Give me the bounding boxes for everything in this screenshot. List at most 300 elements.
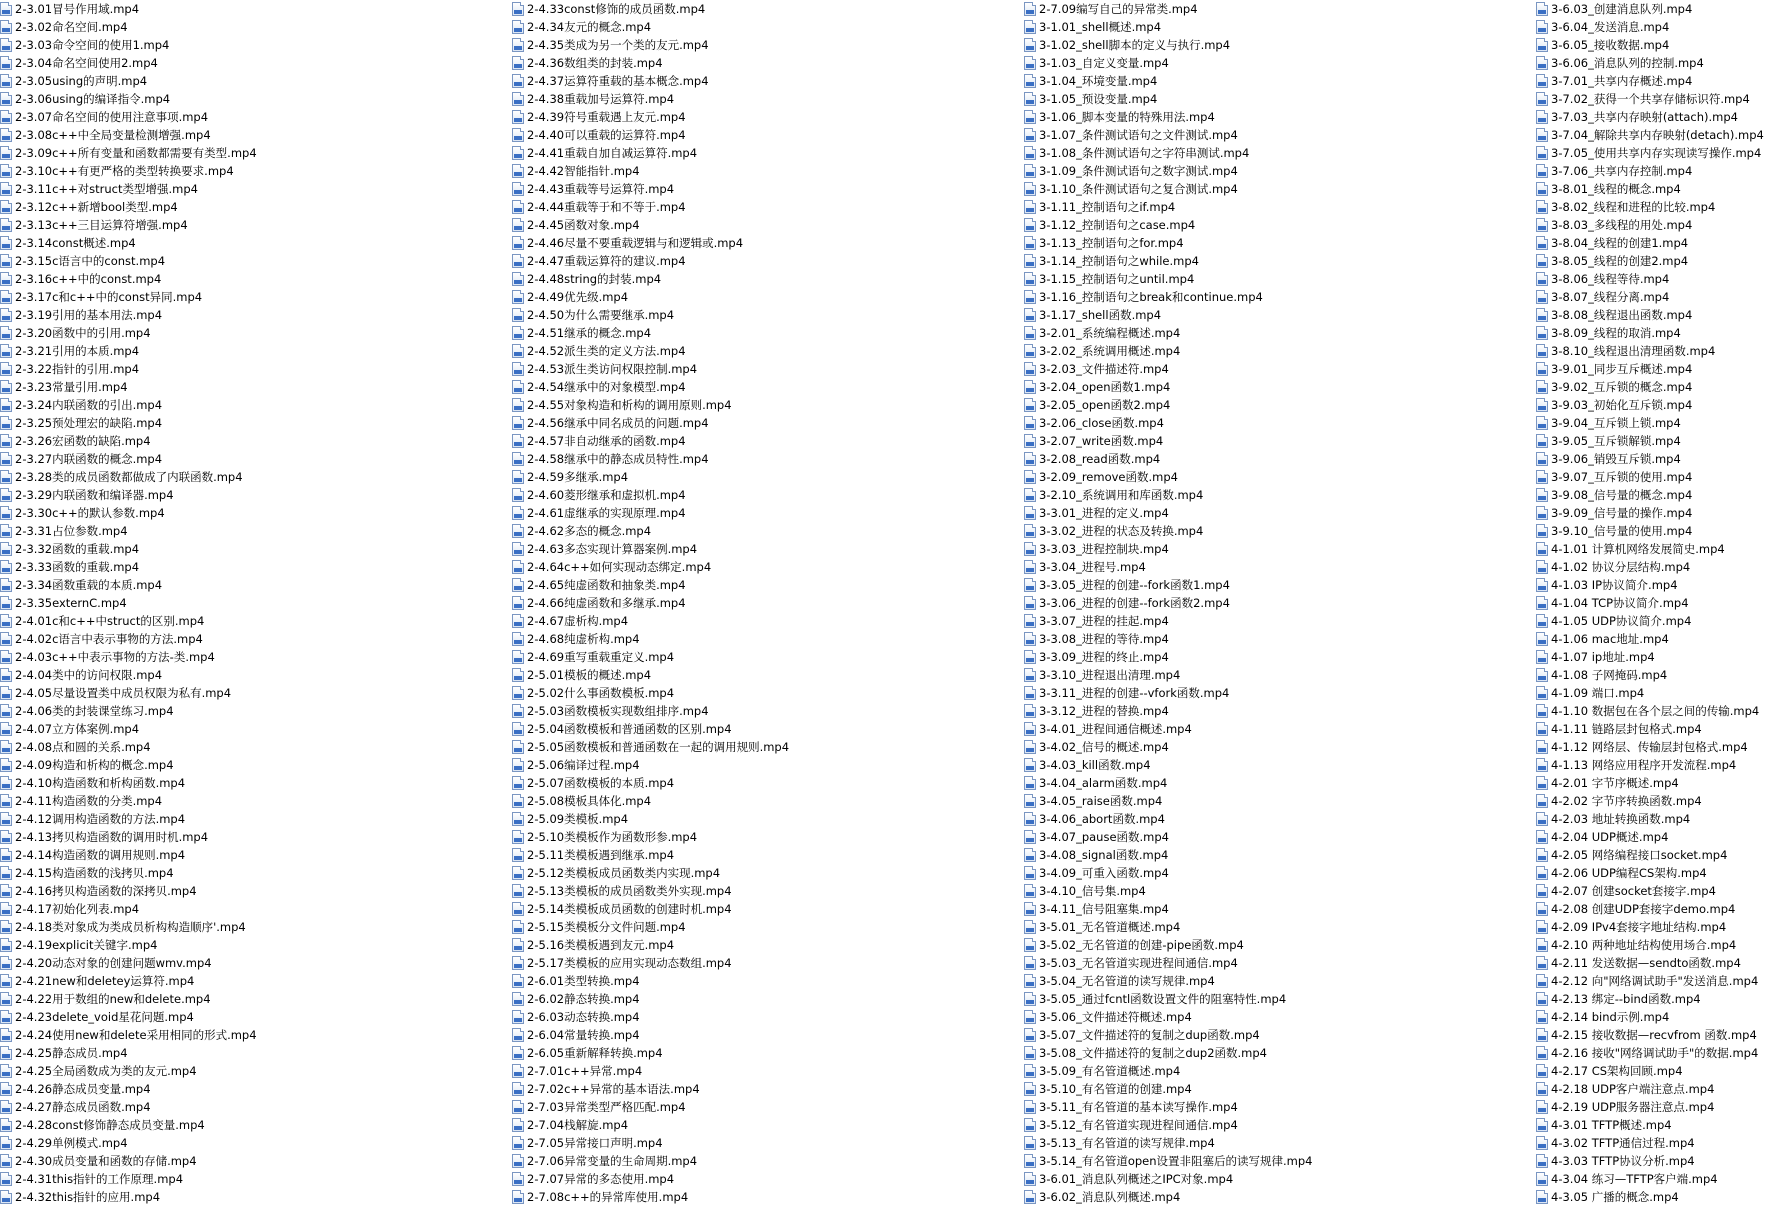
file-item[interactable] [1536, 234, 1773, 252]
mp4-file-icon [0, 1028, 12, 1042]
file-item[interactable] [0, 360, 510, 378]
file-item[interactable] [0, 594, 510, 612]
file-item[interactable] [512, 612, 1022, 630]
file-item[interactable] [1024, 72, 1534, 90]
file-item[interactable] [1024, 414, 1534, 432]
file-item[interactable] [512, 360, 1022, 378]
file-item[interactable] [1536, 108, 1773, 126]
mp4-file-icon [512, 1046, 524, 1060]
file-item[interactable] [0, 18, 510, 36]
file-item[interactable] [512, 1188, 1022, 1206]
file-item[interactable] [1024, 864, 1534, 882]
file-item[interactable] [0, 1152, 510, 1170]
file-item[interactable] [512, 468, 1022, 486]
file-item[interactable] [512, 684, 1022, 702]
file-item[interactable] [0, 306, 510, 324]
file-item[interactable] [0, 990, 510, 1008]
file-item[interactable] [0, 72, 510, 90]
file-item[interactable] [1024, 0, 1534, 18]
file-item[interactable] [1536, 144, 1773, 162]
file-item[interactable] [1024, 1080, 1534, 1098]
file-item[interactable] [0, 702, 510, 720]
file-name: 2-7.08c++的异常库使用.mp4 [527, 1190, 689, 1204]
file-item[interactable] [1024, 90, 1534, 108]
file-item[interactable] [1024, 954, 1534, 972]
file-item[interactable] [512, 72, 1022, 90]
file-item[interactable] [1024, 144, 1534, 162]
file-item[interactable] [1024, 1134, 1534, 1152]
file-item[interactable] [512, 810, 1022, 828]
file-item[interactable] [1536, 1098, 1773, 1116]
file-item[interactable] [512, 594, 1022, 612]
file-item[interactable] [512, 558, 1022, 576]
file-item[interactable] [512, 954, 1022, 972]
file-item[interactable] [1536, 792, 1773, 810]
file-item[interactable] [1536, 630, 1773, 648]
file-item[interactable] [0, 288, 510, 306]
file-item[interactable] [512, 144, 1022, 162]
file-item[interactable] [512, 180, 1022, 198]
file-item[interactable] [512, 90, 1022, 108]
file-item[interactable] [0, 108, 510, 126]
file-item[interactable] [1024, 1152, 1534, 1170]
file-item[interactable] [1536, 972, 1773, 990]
file-item[interactable] [1536, 936, 1773, 954]
file-item[interactable] [512, 774, 1022, 792]
file-item[interactable] [0, 540, 510, 558]
file-item[interactable] [0, 468, 510, 486]
file-item[interactable] [1536, 954, 1773, 972]
file-item[interactable] [0, 846, 510, 864]
file-item[interactable] [512, 648, 1022, 666]
file-item[interactable] [512, 306, 1022, 324]
file-item[interactable] [1536, 576, 1773, 594]
file-item[interactable] [512, 1170, 1022, 1188]
file-item[interactable] [512, 1080, 1022, 1098]
file-item[interactable] [0, 378, 510, 396]
mp4-file-icon [512, 56, 524, 70]
file-item[interactable] [1024, 594, 1534, 612]
file-item[interactable] [0, 324, 510, 342]
file-item[interactable] [1536, 810, 1773, 828]
file-item[interactable] [1536, 432, 1773, 450]
file-item[interactable] [1024, 18, 1534, 36]
file-item[interactable] [1024, 1116, 1534, 1134]
file-item[interactable] [1024, 162, 1534, 180]
file-item[interactable] [0, 522, 510, 540]
file-item[interactable] [512, 918, 1022, 936]
file-item[interactable] [1024, 504, 1534, 522]
file-item[interactable] [0, 1170, 510, 1188]
file-item[interactable] [1536, 396, 1773, 414]
file-item[interactable] [512, 504, 1022, 522]
file-item[interactable] [1536, 72, 1773, 90]
file-item[interactable] [512, 432, 1022, 450]
file-item[interactable] [1024, 54, 1534, 72]
file-item[interactable] [0, 738, 510, 756]
file-item[interactable] [1536, 252, 1773, 270]
file-item[interactable] [512, 990, 1022, 1008]
file-item[interactable] [0, 504, 510, 522]
file-item[interactable] [512, 108, 1022, 126]
file-name: 3-8.07_线程分离.mp4 [1551, 290, 1670, 304]
file-name: 2-4.44重载等于和不等于.mp4 [527, 200, 686, 214]
file-item[interactable] [512, 576, 1022, 594]
file-item[interactable] [512, 198, 1022, 216]
file-item[interactable] [1024, 378, 1534, 396]
file-item[interactable] [1536, 1062, 1773, 1080]
file-item[interactable] [1536, 504, 1773, 522]
file-item[interactable] [1536, 1008, 1773, 1026]
file-item[interactable] [1024, 882, 1534, 900]
file-item[interactable] [1024, 1170, 1534, 1188]
file-item[interactable] [512, 126, 1022, 144]
file-item[interactable] [1024, 36, 1534, 54]
file-item[interactable] [1536, 18, 1773, 36]
file-item[interactable] [512, 486, 1022, 504]
file-item[interactable] [512, 702, 1022, 720]
mp4-file-icon [512, 686, 524, 700]
file-name: 2-3.12c++新增bool类型.mp4 [15, 200, 178, 214]
file-item[interactable] [512, 522, 1022, 540]
file-item[interactable] [1536, 36, 1773, 54]
file-item[interactable] [1024, 198, 1534, 216]
file-item[interactable] [1024, 216, 1534, 234]
file-item[interactable] [1024, 1008, 1534, 1026]
mp4-file-icon [0, 74, 12, 88]
file-item[interactable] [1536, 900, 1773, 918]
file-item[interactable] [1536, 522, 1773, 540]
file-item[interactable] [0, 36, 510, 54]
file-item[interactable] [1536, 360, 1773, 378]
file-item[interactable] [0, 252, 510, 270]
file-name: 2-4.56继承中同名成员的问题.mp4 [527, 416, 709, 430]
file-item[interactable] [0, 1188, 510, 1206]
file-item[interactable] [0, 1062, 510, 1080]
file-item[interactable] [1536, 0, 1773, 18]
file-item[interactable] [1536, 288, 1773, 306]
file-name: 2-5.08模板具体化.mp4 [527, 794, 652, 808]
file-item[interactable] [1024, 990, 1534, 1008]
file-item[interactable] [1536, 1134, 1773, 1152]
file-item[interactable] [1536, 648, 1773, 666]
file-item[interactable] [1024, 306, 1534, 324]
file-item[interactable] [1536, 270, 1773, 288]
file-item[interactable] [512, 882, 1022, 900]
file-item[interactable] [512, 1098, 1022, 1116]
file-item[interactable] [0, 882, 510, 900]
file-item[interactable] [512, 234, 1022, 252]
file-item[interactable] [1024, 324, 1534, 342]
file-item[interactable] [512, 414, 1022, 432]
file-item[interactable] [1024, 792, 1534, 810]
file-item[interactable] [1024, 972, 1534, 990]
file-item[interactable] [1024, 288, 1534, 306]
file-item[interactable] [0, 936, 510, 954]
file-item[interactable] [1024, 522, 1534, 540]
file-item[interactable] [1536, 378, 1773, 396]
file-item[interactable] [1536, 882, 1773, 900]
file-item[interactable] [1024, 900, 1534, 918]
file-item[interactable] [512, 792, 1022, 810]
file-item[interactable] [0, 0, 510, 18]
file-item[interactable] [1536, 306, 1773, 324]
file-item[interactable] [1536, 1026, 1773, 1044]
file-item[interactable] [512, 324, 1022, 342]
file-item[interactable] [1536, 738, 1773, 756]
file-item[interactable] [1024, 1044, 1534, 1062]
file-item[interactable] [1536, 828, 1773, 846]
file-item[interactable] [1536, 756, 1773, 774]
file-item[interactable] [1024, 756, 1534, 774]
file-name: 2-4.27静态成员函数.mp4 [15, 1100, 151, 1114]
file-item[interactable] [1536, 1116, 1773, 1134]
file-item[interactable] [0, 126, 510, 144]
file-item[interactable] [512, 756, 1022, 774]
file-item[interactable] [512, 342, 1022, 360]
file-item[interactable] [1024, 738, 1534, 756]
file-item[interactable] [512, 378, 1022, 396]
file-item[interactable] [1024, 396, 1534, 414]
file-item[interactable] [1024, 342, 1534, 360]
file-item[interactable] [1536, 324, 1773, 342]
file-item[interactable] [0, 90, 510, 108]
file-item[interactable] [1536, 846, 1773, 864]
file-item[interactable] [1536, 684, 1773, 702]
file-item[interactable] [1024, 630, 1534, 648]
file-item[interactable] [1536, 414, 1773, 432]
file-item[interactable] [512, 936, 1022, 954]
file-item[interactable] [1024, 612, 1534, 630]
mp4-file-icon [1024, 38, 1036, 52]
file-item[interactable] [1024, 576, 1534, 594]
file-item[interactable] [0, 1026, 510, 1044]
file-item[interactable] [1536, 162, 1773, 180]
file-item[interactable] [1024, 846, 1534, 864]
file-item[interactable] [512, 1062, 1022, 1080]
file-item[interactable] [0, 414, 510, 432]
file-item[interactable] [512, 630, 1022, 648]
file-item[interactable] [0, 558, 510, 576]
file-item[interactable] [1536, 702, 1773, 720]
file-item[interactable] [0, 630, 510, 648]
file-item[interactable] [0, 1008, 510, 1026]
file-item[interactable] [1024, 810, 1534, 828]
file-item[interactable] [1024, 720, 1534, 738]
file-item[interactable] [1024, 648, 1534, 666]
file-name: 2-3.25预处理宏的缺陷.mp4 [15, 416, 163, 430]
file-item[interactable] [0, 954, 510, 972]
file-item[interactable] [512, 36, 1022, 54]
file-item[interactable] [0, 900, 510, 918]
file-item[interactable] [512, 54, 1022, 72]
file-item[interactable] [512, 1134, 1022, 1152]
file-item[interactable] [1024, 702, 1534, 720]
file-item[interactable] [512, 1152, 1022, 1170]
file-item[interactable] [1536, 1152, 1773, 1170]
file-item[interactable] [1024, 1062, 1534, 1080]
file-item[interactable] [512, 972, 1022, 990]
file-item[interactable] [512, 18, 1022, 36]
file-item[interactable] [512, 540, 1022, 558]
file-item[interactable] [1536, 180, 1773, 198]
file-item[interactable] [1536, 774, 1773, 792]
file-item[interactable] [0, 144, 510, 162]
file-item[interactable] [1536, 1188, 1773, 1206]
file-item[interactable] [512, 1116, 1022, 1134]
file-item[interactable] [512, 216, 1022, 234]
file-item[interactable] [0, 720, 510, 738]
file-item[interactable] [1024, 360, 1534, 378]
file-item[interactable] [512, 270, 1022, 288]
file-item[interactable] [1024, 540, 1534, 558]
file-item[interactable] [0, 162, 510, 180]
file-item[interactable] [0, 1098, 510, 1116]
file-item[interactable] [1536, 666, 1773, 684]
file-item[interactable] [512, 252, 1022, 270]
file-item[interactable] [1536, 468, 1773, 486]
file-name: 2-3.27内联函数的概念.mp4 [15, 452, 163, 466]
mp4-file-icon [1536, 308, 1548, 322]
file-item[interactable] [1024, 666, 1534, 684]
file-item[interactable] [1024, 1188, 1534, 1206]
file-item[interactable] [0, 918, 510, 936]
file-item[interactable] [0, 810, 510, 828]
file-item[interactable] [512, 738, 1022, 756]
file-item[interactable] [0, 198, 510, 216]
file-item[interactable] [1536, 1170, 1773, 1188]
file-name: 2-7.02c++异常的基本语法.mp4 [527, 1082, 700, 1096]
file-item[interactable] [1024, 774, 1534, 792]
file-item[interactable] [1536, 216, 1773, 234]
file-item[interactable] [512, 396, 1022, 414]
file-name: 2-4.23delete_void星花问题.mp4 [15, 1010, 194, 1024]
file-item[interactable] [1024, 234, 1534, 252]
file-item[interactable] [1536, 918, 1773, 936]
file-item[interactable] [1536, 126, 1773, 144]
mp4-file-icon [512, 722, 524, 736]
mp4-file-icon [512, 218, 524, 232]
file-item[interactable] [1536, 594, 1773, 612]
file-item[interactable] [1536, 342, 1773, 360]
file-item[interactable] [0, 486, 510, 504]
file-item[interactable] [0, 342, 510, 360]
file-item[interactable] [512, 1008, 1022, 1026]
file-item[interactable] [1024, 1026, 1534, 1044]
file-item[interactable] [1024, 468, 1534, 486]
file-name: 4-2.14 bind示例.mp4 [1551, 1010, 1670, 1024]
file-item[interactable] [0, 666, 510, 684]
file-item[interactable] [1024, 180, 1534, 198]
mp4-file-icon [1536, 1190, 1548, 1204]
file-item[interactable] [1024, 936, 1534, 954]
file-item[interactable] [0, 234, 510, 252]
file-item[interactable] [512, 864, 1022, 882]
file-item[interactable] [1024, 450, 1534, 468]
file-name: 3-1.04_环境变量.mp4 [1039, 74, 1158, 88]
file-item[interactable] [0, 828, 510, 846]
file-item[interactable] [0, 1116, 510, 1134]
file-item[interactable] [1024, 918, 1534, 936]
file-item[interactable] [1024, 108, 1534, 126]
file-item[interactable] [0, 756, 510, 774]
file-item[interactable] [512, 450, 1022, 468]
file-name: 3-8.08_线程退出函数.mp4 [1551, 308, 1693, 322]
file-item[interactable] [0, 612, 510, 630]
file-item[interactable] [512, 162, 1022, 180]
file-item[interactable] [1536, 450, 1773, 468]
file-item[interactable] [0, 684, 510, 702]
file-item[interactable] [512, 288, 1022, 306]
file-item[interactable] [0, 576, 510, 594]
file-item[interactable] [512, 666, 1022, 684]
file-item[interactable] [512, 1026, 1022, 1044]
mp4-file-icon [512, 884, 524, 898]
file-item[interactable] [512, 1044, 1022, 1062]
file-item[interactable] [1024, 270, 1534, 288]
file-item[interactable] [512, 828, 1022, 846]
file-item[interactable] [1536, 990, 1773, 1008]
file-item[interactable] [0, 216, 510, 234]
mp4-file-icon [512, 362, 524, 376]
file-name: 2-3.35externC.mp4 [15, 596, 127, 610]
mp4-file-icon [512, 956, 524, 970]
file-item[interactable] [0, 396, 510, 414]
file-item[interactable] [1536, 1044, 1773, 1062]
file-item[interactable] [0, 450, 510, 468]
file-item[interactable] [1024, 1098, 1534, 1116]
file-item[interactable] [0, 774, 510, 792]
file-item[interactable] [0, 1044, 510, 1062]
file-item[interactable] [512, 720, 1022, 738]
file-item[interactable] [512, 900, 1022, 918]
file-item[interactable] [1536, 720, 1773, 738]
file-item[interactable] [1024, 126, 1534, 144]
file-item[interactable] [0, 972, 510, 990]
file-item[interactable] [0, 180, 510, 198]
file-item[interactable] [1536, 558, 1773, 576]
file-item[interactable] [0, 648, 510, 666]
file-item[interactable] [1536, 864, 1773, 882]
file-item[interactable] [0, 1080, 510, 1098]
file-item[interactable] [1536, 486, 1773, 504]
file-item[interactable] [0, 792, 510, 810]
file-item[interactable] [1536, 198, 1773, 216]
mp4-file-icon [1024, 1100, 1036, 1114]
file-item[interactable] [0, 432, 510, 450]
file-item[interactable] [1024, 486, 1534, 504]
file-item[interactable] [1024, 684, 1534, 702]
file-name: 2-4.39符号重载遇上友元.mp4 [527, 110, 686, 124]
mp4-file-icon [512, 290, 524, 304]
file-item[interactable] [1024, 828, 1534, 846]
file-item[interactable] [1536, 612, 1773, 630]
file-item[interactable] [0, 270, 510, 288]
file-item[interactable] [0, 54, 510, 72]
file-item[interactable] [0, 864, 510, 882]
file-item[interactable] [512, 846, 1022, 864]
file-item[interactable] [1024, 432, 1534, 450]
file-item[interactable] [1024, 252, 1534, 270]
file-item[interactable] [512, 0, 1022, 18]
file-item[interactable] [1024, 558, 1534, 576]
file-item[interactable] [1536, 1080, 1773, 1098]
file-item[interactable] [1536, 54, 1773, 72]
file-item[interactable] [1536, 540, 1773, 558]
file-item[interactable] [0, 1134, 510, 1152]
mp4-file-icon [1536, 722, 1548, 736]
file-item[interactable] [1536, 90, 1773, 108]
